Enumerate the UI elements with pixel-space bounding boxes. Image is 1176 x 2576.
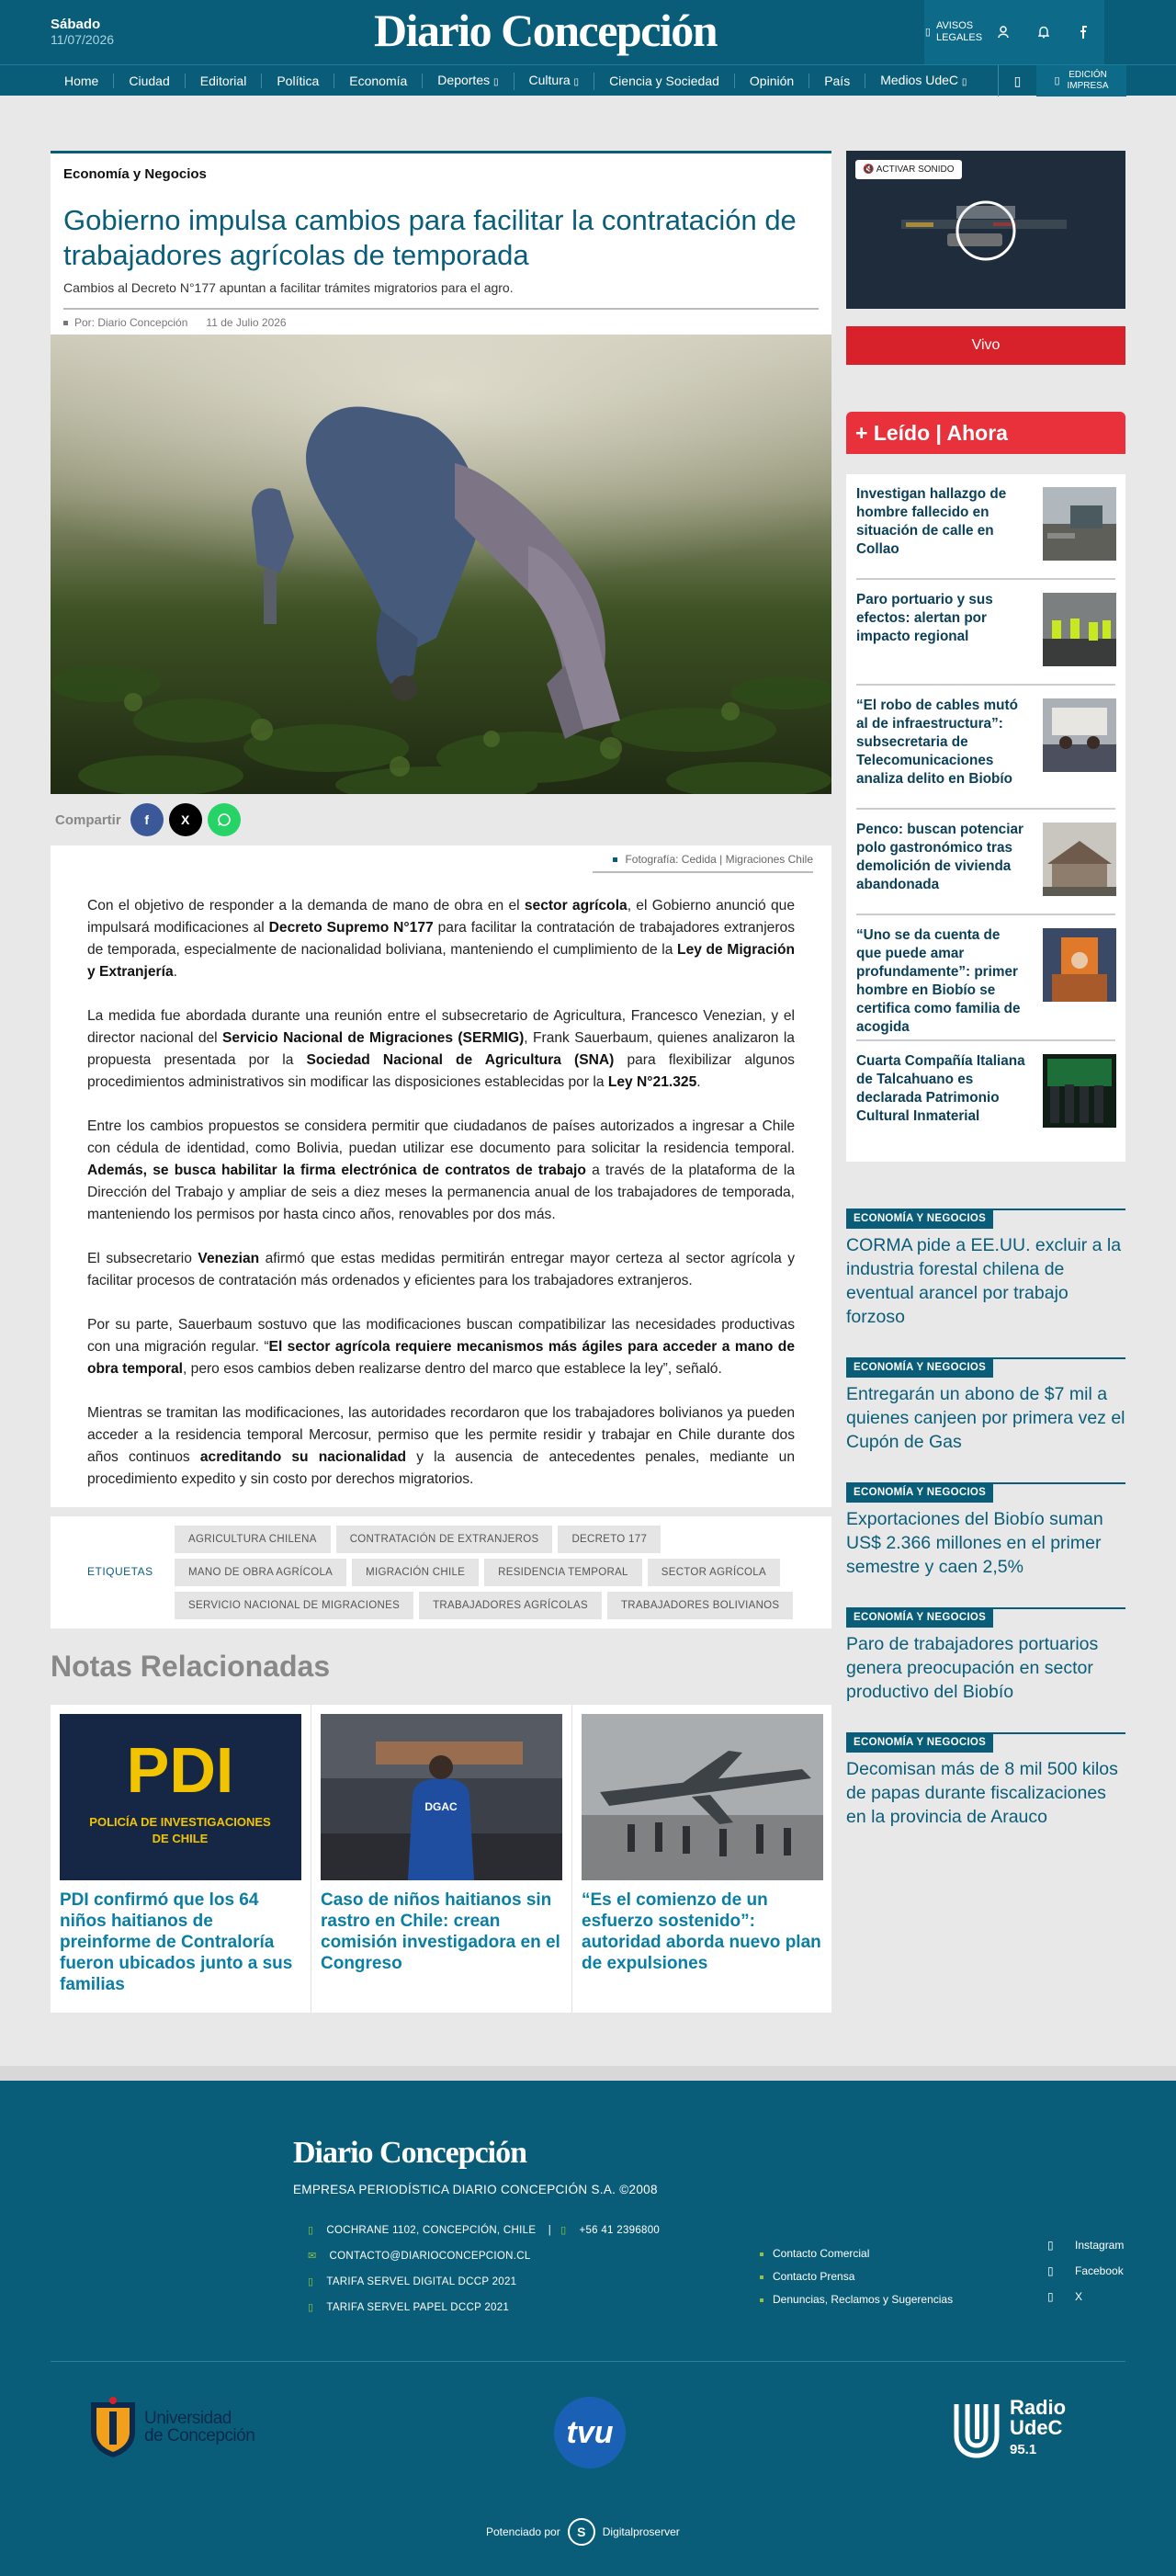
related-card[interactable] (51, 1705, 311, 2013)
nav-item-editorial[interactable]: Editorial (186, 74, 263, 88)
side-news-item[interactable] (846, 1357, 1125, 1454)
nav-item-economia[interactable]: Economía (334, 74, 423, 88)
article-hero-image (51, 335, 831, 794)
side-news-category[interactable]: ECONOMÍA Y NEGOCIOS (846, 1209, 993, 1229)
search-icon[interactable]: ▯ (998, 65, 1036, 96)
side-news-category[interactable]: ECONOMÍA Y NEGOCIOS (846, 1357, 993, 1378)
activar-sonido-label: ACTIVAR SONIDO (876, 165, 955, 175)
bullet-icon (760, 2298, 763, 2302)
bullet-icon (613, 857, 617, 862)
leido-thumbnail[interactable] (1043, 1054, 1116, 1128)
header-date: 11/07/2026 (51, 32, 115, 47)
related-list (51, 1705, 831, 2013)
x-icon: ▯ (1047, 2290, 1054, 2303)
nav-medios-label: Medios UdeC (880, 72, 959, 87)
footer-phone[interactable]: +56 41 2396800 (579, 2225, 661, 2236)
bullet-icon (760, 2253, 763, 2256)
photo-credit (593, 853, 813, 873)
tags-section (51, 1516, 831, 1628)
side-news-category[interactable]: ECONOMÍA Y NEGOCIOS (846, 1482, 993, 1503)
nav-item-ciudad[interactable]: Ciudad (114, 74, 185, 88)
tag[interactable]: TRABAJADORES BOLIVIANOS (607, 1592, 793, 1619)
site-logo[interactable]: Diario Concepción (374, 5, 718, 56)
vivo-button[interactable]: Vivo (846, 326, 1125, 365)
radio-line-1: Radio (1010, 2396, 1067, 2419)
udec-shield-icon (87, 2395, 139, 2459)
leido-thumbnail[interactable] (1043, 928, 1116, 1002)
side-news-headline[interactable]: Exportaciones del Biobío suman US$ 2.366 millones en el primer semestre y caen 2,5% (846, 1509, 1103, 1577)
related-image (321, 1714, 562, 1880)
tvu-logo[interactable]: tvu (554, 2397, 626, 2468)
facebook-icon: ▯ (1047, 2264, 1054, 2277)
side-news-headline[interactable]: Entregarán un abono de $7 mil a quienes canjeen por primera vez el Cupón de Gas (846, 1384, 1125, 1452)
live-video-player[interactable] (846, 151, 1125, 309)
whatsapp-share-button[interactable] (208, 803, 241, 836)
avisos-legales-button[interactable] (924, 0, 983, 64)
powered-label: Potenciado por (486, 2525, 560, 2538)
paragraph-3: Entre los cambios propuestos se considera permitir que ciudadanos de países autorizados a ingresar a Chile con cédula de identidad, como Bolivia, puedan utilizar ese documento para solicitar la residencia temporal. Además, se busca habilitar la firma electrónica de contratos de trabajo a través de la plataforma de la Dirección del Trabajo y ampliar de seis a diez meses la permanencia anual de los trabajadores de temporada, manteniendo los permisos por hasta cinco años, renovables por dos más. (87, 1118, 795, 1222)
powered-by[interactable] (486, 2518, 680, 2546)
bullet-icon (63, 321, 68, 325)
paragraph-5: Por su parte, Sauerbaum sostuvo que las modificaciones buscan compatibilizar las necesidades productivas con una migración regular. “El sector agrícola requiere mecanismos más ágiles para acceder a mano de obra temporal, pero esos cambios deben realizarse dentro del marco que establece la ley”, señaló. (87, 1317, 796, 1377)
leido-item[interactable] (856, 915, 1115, 1041)
leido-thumbnail[interactable] (1043, 487, 1116, 561)
leido-item[interactable] (856, 810, 1115, 915)
pdi-sub-text: POLICÍA DE INVESTIGACIONES (89, 1815, 271, 1829)
footer-contact-line: ▯ COCHRANE 1102, CONCEPCIÓN, CHILE | ▯ +56 41 2396800 (308, 2225, 661, 2236)
x-link[interactable] (1047, 2284, 1124, 2309)
related-headline[interactable]: “Es el comienzo de un esfuerzo sostenido”: autoridad aborda nuevo plan de expulsiones (582, 1890, 821, 1973)
footer-tarifa-digital[interactable]: TARIFA SERVEL DIGITAL DCCP 2021 (326, 2276, 517, 2287)
bell-icon[interactable] (1023, 0, 1064, 64)
tag[interactable]: MANO DE OBRA AGRÍCOLA (175, 1559, 346, 1586)
side-news-divider (846, 1482, 1125, 1484)
tag-list (175, 1526, 818, 1619)
footer-link[interactable] (760, 2288, 953, 2311)
leido-thumbnail[interactable] (1043, 698, 1116, 772)
tag[interactable]: AGRICULTURA CHILENA (175, 1526, 331, 1553)
facebook-share-button[interactable]: f (130, 803, 164, 836)
document-icon: ▯ (308, 2276, 314, 2287)
powered-brand: Digitalproserver (602, 2525, 680, 2538)
dgac-text: DGAC (424, 1800, 458, 1813)
document-icon: ▯ (924, 26, 931, 38)
footer-tarifa-papel[interactable]: TARIFA SERVEL PAPEL DCCP 2021 (326, 2302, 510, 2313)
article-subtitle: Cambios al Decreto N°177 apuntan a facilitar trámites migratorios para el agro. (63, 280, 514, 295)
leido-ahora-title: + Leído | Ahora (846, 412, 1125, 454)
leido-headline[interactable]: Penco: buscan potenciar polo gastronómico tras demolición de vivienda abandonada (856, 822, 1023, 892)
pdi-logo-text: PDI (126, 1734, 234, 1806)
nav-item-politica[interactable]: Política (262, 74, 334, 88)
x-label: X (1075, 2290, 1083, 2303)
paragraph-6: Mientras se tramitan las modificaciones, las autoridades recordaron que los trabajadores bolivianos ya pueden acceder a la residencia temporal Mercosur, permiso que les permite residir y trabajar en Chile durante dos años continuos acreditando su nacionalidad y la ausencia de antecedentes penales, mediante un procedimiento expedito y sin costo por derechos migratorios. (87, 1405, 795, 1487)
footer-email-line (308, 2250, 531, 2262)
leido-headline[interactable]: Cuarta Compañía Italiana de Talcahuano es declarada Patrimonio Cultural Inmaterial (856, 1053, 1025, 1124)
edicion-label-2: IMPRESA (1067, 81, 1109, 91)
footer-link-label: Denuncias, Reclamos y Sugerencias (773, 2293, 954, 2306)
newspaper-icon: ▯ (1054, 75, 1060, 86)
avisos-label-2: LEGALES (935, 32, 983, 43)
nav-item-deportes[interactable] (423, 73, 514, 90)
paragraph-2: La medida fue abordada durante una reunión entre el subsecretario de Agricultura, Francesco Venezian, y el director nacional del Servicio Nacional de Migraciones (SERMIG), Frank Sauerbaum, quienes analizaron la propuesta presentada por la Sociedad Nacional de Agricultura (SNA) para flexibilizar algunos procedimientos administrativos sin modificar las disposiciones establecidas por la Ley N°21.325. (87, 1008, 795, 1090)
edicion-impresa-button[interactable] (1036, 65, 1126, 96)
speaker-icon: 🔇 (863, 165, 875, 175)
tag[interactable]: DECRETO 177 (558, 1526, 661, 1553)
paragraph-1: Con el objetivo de responder a la demanda de mano de obra en el sector agrícola, el Gobierno anunció que impulsará modificaciones al Decreto Supremo N°177 para facilitar la contratación de trabajadores extranjeros de temporada, especialmente de nacionalidad boliviana, manteniendo el cumplimiento de la Ley de Migración y Extranjería. (87, 898, 795, 980)
side-news-divider (846, 1607, 1125, 1609)
udec-line-1: Universidad (144, 2409, 232, 2428)
x-share-button[interactable]: X (169, 803, 202, 836)
header-day: Sábado (51, 17, 101, 32)
footer-link[interactable] (760, 2265, 953, 2288)
nav-item-opinion[interactable]: Opinión (735, 74, 809, 88)
footer-address: COCHRANE 1102, CONCEPCIÓN, CHILE (326, 2225, 537, 2236)
tag[interactable]: SECTOR AGRÍCOLA (648, 1559, 780, 1586)
side-news-divider (846, 1732, 1125, 1734)
share-label: Compartir (55, 811, 121, 828)
avisos-label-1: AVISOS (935, 20, 974, 31)
footer-company: EMPRESA PERIODÍSTICA DIARIO CONCEPCIÓN S.A. ©2008 (293, 2183, 658, 2196)
article-title: Gobierno impulsa cambios para facilitar la contratación de trabajadores agrícolas de temporada (63, 204, 797, 271)
radio-frequency: 95.1 (1010, 2442, 1037, 2457)
article-paragraphs (87, 895, 795, 1513)
side-news-divider (846, 1357, 1125, 1359)
leido-headline[interactable]: Paro portuario y sus efectos: alertan por impacto regional (856, 592, 993, 644)
footer-tarifa-digital-line (308, 2275, 516, 2287)
side-news-headline[interactable]: Decomisan más de 8 mil 500 kilos de papas durante fiscalizaciones en la provincia de Arauco (846, 1759, 1118, 1827)
document-icon: ▯ (308, 2302, 314, 2313)
leido-thumbnail[interactable] (1043, 823, 1116, 896)
side-news-divider (846, 1209, 1125, 1210)
side-news-item[interactable] (846, 1209, 1125, 1329)
tag[interactable]: SERVICIO NACIONAL DE MIGRACIONES (175, 1592, 413, 1619)
dropdown-icon: ▯ (573, 76, 580, 87)
leido-headline[interactable]: “Uno se da cuenta de que puede amar profundamente”: primer hombre en Biobío se certifica como familia de acogida (856, 927, 1021, 1035)
nav-list (51, 65, 981, 96)
leido-item[interactable] (856, 474, 1115, 580)
side-news-item[interactable] (846, 1607, 1125, 1704)
footer-logo[interactable]: Diario Concepción (293, 2136, 527, 2170)
tag[interactable]: RESIDENCIA TEMPORAL (484, 1559, 642, 1586)
udec-logo[interactable] (87, 2395, 254, 2459)
bullet-icon (760, 2275, 763, 2279)
related-headline[interactable]: Caso de niños haitianos sin rastro en Chile: crean comisión investigadora en el Congreso (321, 1890, 560, 1973)
nav-item-cultura[interactable] (514, 73, 595, 90)
udec-line-2: de Concepción (144, 2426, 255, 2445)
dropdown-icon: ▯ (493, 76, 499, 87)
footer-link-label: Contacto Prensa (773, 2270, 855, 2283)
side-news-headline[interactable]: CORMA pide a EE.UU. excluir a la industria forestal chilena de eventual arancel por trabajo forzoso (846, 1235, 1122, 1327)
article-section[interactable]: Economía y Negocios (63, 166, 207, 182)
byline (63, 316, 287, 329)
related-image (582, 1714, 823, 1880)
tag[interactable]: CONTRATACIÓN DE EXTRANJEROS (336, 1526, 553, 1553)
radio-line-2: UdeC (1010, 2416, 1063, 2439)
tag[interactable]: TRABAJADORES AGRÍCOLAS (419, 1592, 602, 1619)
nav-item-home[interactable]: Home (51, 74, 114, 88)
nav-deportes-label: Deportes (437, 72, 491, 87)
edicion-label-1: EDICIÓN (1069, 70, 1107, 80)
leido-headline[interactable]: Investigan hallazgo de hombre fallecido en situación de calle en Collao (856, 486, 1007, 557)
leido-headline[interactable]: “El robo de cables mutó al de infraestructura”: subsecretaria de Telecomunicaciones analiza delito en Biobío (856, 698, 1018, 787)
related-headline[interactable]: PDI confirmó que los 64 niños haitianos de preinforme de Contraloría fueron ubicados junto a sus familias (60, 1890, 293, 1994)
mail-icon: ✉ (308, 2251, 317, 2262)
nav-cultura-label: Cultura (528, 72, 571, 87)
side-news-headline[interactable]: Paro de trabajadores portuarios genera preocupación en sector productivo del Biobío (846, 1634, 1099, 1702)
dropdown-icon: ▯ (961, 76, 967, 87)
tag[interactable]: MIGRACIÓN CHILE (352, 1559, 479, 1586)
leido-thumbnail[interactable] (1043, 593, 1116, 666)
instagram-icon: ▯ (1047, 2239, 1054, 2252)
related-card[interactable] (311, 1705, 572, 2013)
leido-item[interactable] (856, 686, 1115, 810)
related-image (60, 1714, 301, 1880)
site-footer (0, 2066, 1176, 2576)
related-card[interactable] (572, 1705, 831, 2013)
share-bar (51, 801, 241, 838)
leido-item[interactable] (856, 580, 1115, 686)
top-header (0, 0, 1176, 64)
article-body (51, 845, 831, 1507)
side-news-category[interactable]: ECONOMÍA Y NEGOCIOS (846, 1732, 993, 1753)
article-date: 11 de Julio 2026 (206, 316, 287, 329)
user-icon[interactable] (983, 0, 1023, 64)
footer-link-label: Contacto Comercial (773, 2247, 870, 2260)
instagram-link[interactable] (1047, 2232, 1124, 2258)
phone-icon: ▯ (560, 2225, 567, 2236)
article-author: Por: Diario Concepción (74, 316, 188, 329)
photo-credit-text: Fotografía: Cedida | Migraciones Chile (625, 853, 813, 866)
related-title: Notas Relacionadas (51, 1650, 331, 1683)
tags-title: ETIQUETAS (87, 1565, 153, 1578)
paragraph-4: El subsecretario Venezian afirmó que estas medidas permitirán entregar mayor certeza al sector agrícola y facilitar procesos de contratación más ordenados y eficientes para los trabajadores extranjeros. (87, 1251, 795, 1288)
facebook-link[interactable] (1047, 2258, 1124, 2284)
footer-tarifa-papel-line (308, 2301, 509, 2313)
byline-divider (63, 308, 819, 310)
footer-links (760, 2242, 953, 2311)
instagram-label: Instagram (1075, 2239, 1125, 2252)
footer-social (1047, 2232, 1124, 2309)
side-news-item[interactable] (846, 1482, 1125, 1579)
nav-item-ciencia[interactable]: Ciencia y Sociedad (594, 74, 735, 88)
footer-email[interactable]: CONTACTO@DIARIOCONCEPCION.CL (329, 2251, 531, 2262)
radio-udec-logo[interactable] (951, 2398, 1066, 2460)
location-icon: ▯ (308, 2225, 314, 2236)
facebook-label: Facebook (1075, 2264, 1124, 2277)
nav-item-medios-udec[interactable] (865, 73, 981, 90)
hamburger-icon[interactable] (1064, 0, 1104, 64)
activar-sonido-button[interactable] (855, 160, 962, 179)
leido-item[interactable] (856, 1041, 1115, 1147)
article-header (51, 151, 831, 335)
radio-udec-icon (951, 2399, 1002, 2459)
digitalproserver-icon: S (568, 2518, 595, 2546)
side-news-item[interactable] (846, 1732, 1125, 1829)
footer-divider (51, 2361, 1125, 2362)
pdi-sub-text-2: DE CHILE (152, 1832, 209, 1845)
nav-item-pais[interactable]: País (809, 74, 865, 88)
side-news-category[interactable]: ECONOMÍA Y NEGOCIOS (846, 1607, 993, 1628)
leido-ahora-list (846, 474, 1125, 1162)
main-nav (0, 64, 1176, 96)
footer-link[interactable] (760, 2242, 953, 2265)
